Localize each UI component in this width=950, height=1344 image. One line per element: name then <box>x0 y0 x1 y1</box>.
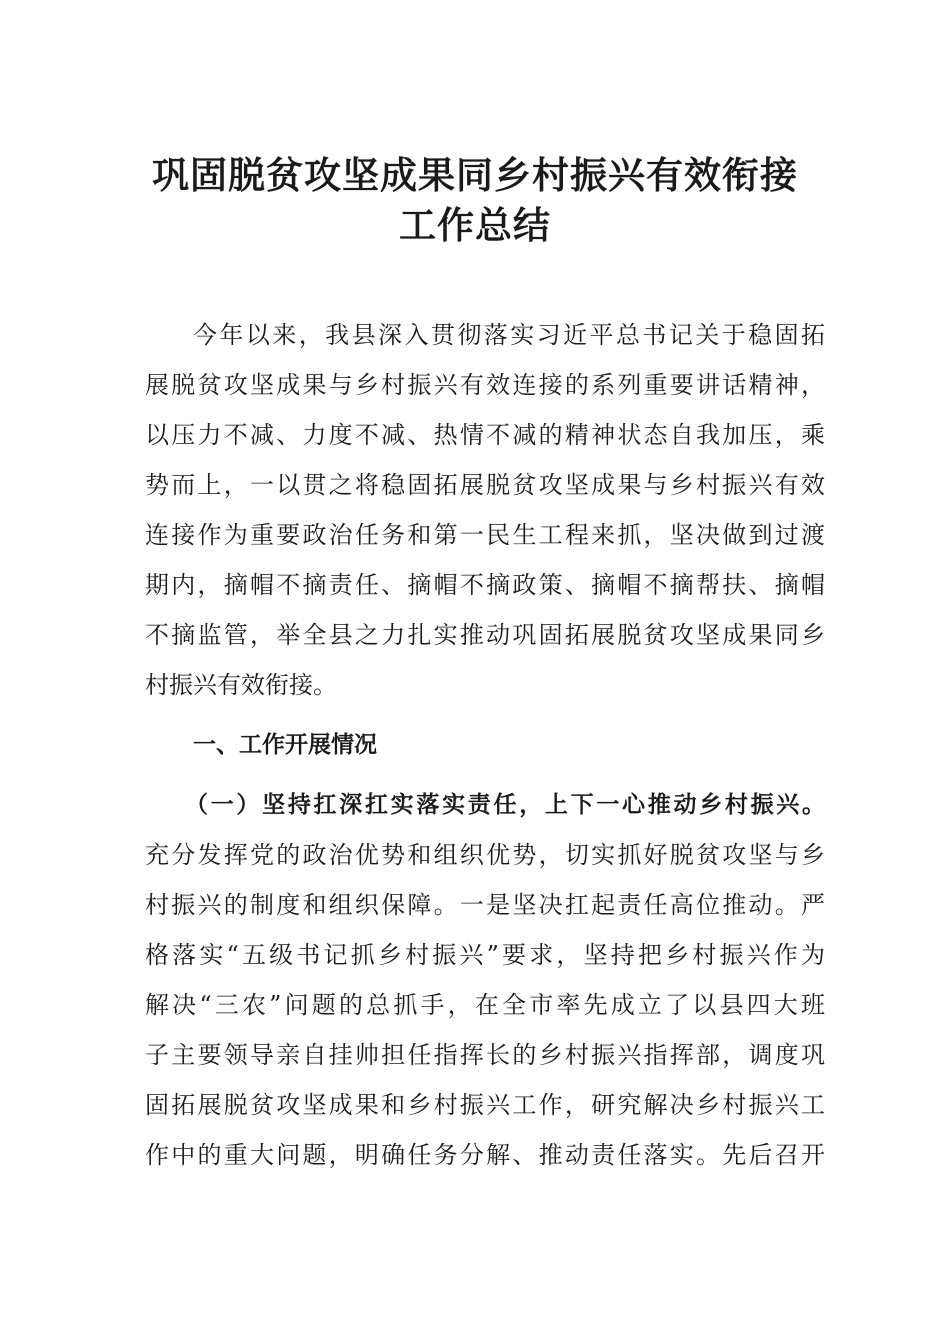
intro-line-3: 以压力不减、力度不减、热情不减的精神状态自我加压，乘 <box>145 421 825 449</box>
subsection-1-line-7: 作中的重大问题，明确任务分解、推动责任落实。先后召开 <box>145 1141 825 1169</box>
intro-line-2: 展脱贫攻坚成果与乡村振兴有效连接的系列重要讲话精神， <box>145 371 825 399</box>
document-title-line-1: 巩固脱贫攻坚成果同乡村振兴有效衔接 <box>152 154 798 197</box>
intro-line-5: 连接作为重要政治任务和第一民生工程来抓，坚决做到过渡 <box>145 521 825 549</box>
section-heading-1: 一、工作开展情况 <box>193 732 377 758</box>
intro-line-6: 期内，摘帽不摘责任、摘帽不摘政策、摘帽不摘帮扶、摘帽 <box>145 571 825 599</box>
document-title-line-2: 工作总结 <box>399 204 551 247</box>
subsection-heading-1: （一）坚持扛深扛实落实责任，上下一心推动乡村振兴。 <box>185 792 825 818</box>
subsection-1-line-3: 格落实“五级书记抓乡村振兴”要求，坚持把乡村振兴作为 <box>145 941 825 969</box>
intro-line-4: 势而上，一以贯之将稳固拓展脱贫攻坚成果与乡村振兴有效 <box>145 471 825 499</box>
subsection-1-line-5: 子主要领导亲自挂帅担任指挥长的乡村振兴指挥部，调度巩 <box>145 1041 825 1069</box>
subsection-1-line-2: 村振兴的制度和组织保障。一是坚决扛起责任高位推动。严 <box>145 891 825 919</box>
intro-line-8: 村振兴有效衔接。 <box>145 671 337 699</box>
intro-line-1: 今年以来，我县深入贯彻落实习近平总书记关于稳固拓 <box>193 321 825 349</box>
subsection-1-line-6: 固拓展脱贫攻坚成果和乡村振兴工作，研究解决乡村振兴工 <box>145 1091 825 1119</box>
subsection-1-line-4: 解决“三农”问题的总抓手，在全市率先成立了以县四大班 <box>145 991 825 1019</box>
intro-line-7: 不摘监管，举全县之力扎实推动巩固拓展脱贫攻坚成果同乡 <box>145 621 825 649</box>
subsection-1-line-1: 充分发挥党的政治优势和组织优势，切实抓好脱贫攻坚与乡 <box>145 841 825 869</box>
